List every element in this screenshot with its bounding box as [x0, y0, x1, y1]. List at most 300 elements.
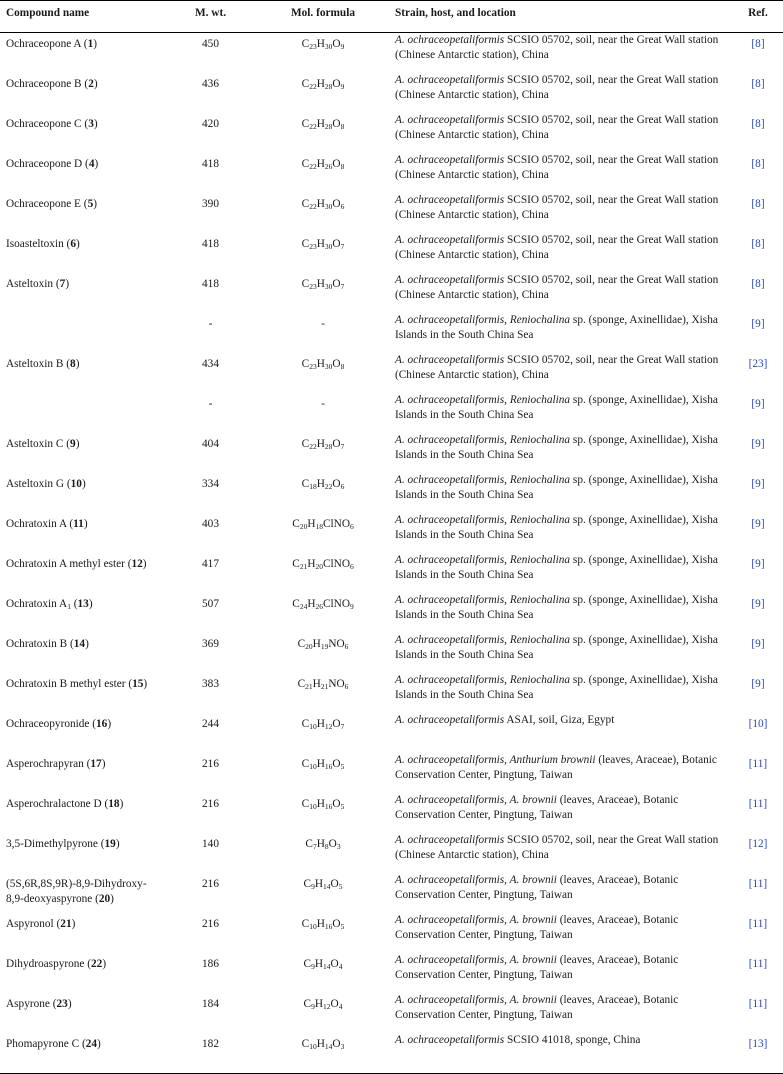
table-row: [0, 393, 783, 433]
compound-name: Aspyronol: [6, 918, 54, 930]
compound-name: 3,5-Dimethylpyrone: [6, 838, 98, 850]
compound-number: 8: [70, 358, 76, 370]
table-row: [0, 873, 783, 913]
formula-element: H: [312, 678, 321, 690]
formula-subscript: 7: [340, 722, 345, 731]
molecular-weight: 417: [202, 558, 219, 570]
formula-subscript: 20: [315, 562, 323, 571]
formula-subscript: 5: [338, 882, 343, 891]
reference-link[interactable]: [11]: [748, 918, 768, 930]
compound-name: (5S,6R,8S,9R)-8,9-Dihydroxy-8,9-deoxyaspyrone: [6, 878, 147, 905]
header-mw: M. wt.: [194, 7, 227, 19]
strain-species: A. ochraceopetaliformis,: [395, 554, 510, 566]
compound-name-cell: Ochraceopone C (3): [6, 118, 98, 130]
reference-link[interactable]: [9]: [751, 598, 765, 610]
molecular-formula: [255, 833, 389, 873]
formula-subscript: 21: [320, 682, 329, 691]
formula-subscript: 26: [315, 602, 323, 611]
formula-subscript: 22: [309, 122, 317, 131]
compound-name: Ochratoxin A: [6, 598, 68, 610]
formula-subscript: 23: [309, 282, 317, 291]
formula-element: ClNO: [322, 598, 350, 610]
compound-name-cell: Asteltoxin B (8): [6, 358, 80, 370]
compound-number: 19: [104, 838, 116, 850]
formula-element: O: [330, 998, 339, 1010]
compound-name: Isoasteltoxin: [6, 238, 64, 250]
compound-name: Ochratoxin A: [6, 518, 67, 530]
compound-name-cell: Asteltoxin C (9): [6, 438, 80, 450]
molecular-formula: [255, 33, 389, 74]
compound-name-cell: [0, 313, 164, 353]
formula-subscript: 16: [324, 922, 333, 931]
formula-subscript: 9: [311, 1002, 315, 1011]
formula-subscript: 23: [309, 42, 317, 51]
reference-link[interactable]: [10]: [748, 718, 768, 730]
compound-number: 1: [87, 38, 94, 50]
formula-element: C: [301, 198, 310, 210]
strain-host-location: [389, 793, 731, 833]
compound-number: 18: [108, 798, 120, 810]
compound-name: Ochratoxin A methyl ester: [6, 558, 125, 570]
formula-element: O: [330, 878, 339, 890]
molecular-formula: [255, 633, 389, 673]
molecular-formula: [255, 433, 389, 473]
strain-details: SCSIO 05702, soil, near the Great Wall station (Chinese Antarctic station), China: [395, 114, 719, 141]
formula-subscript: 24: [299, 602, 308, 611]
formula-element: H: [316, 798, 325, 810]
formula-subscript: 30: [324, 42, 333, 51]
formula-element: H: [314, 958, 324, 970]
compound-number: 22: [91, 958, 103, 970]
strain-species: A. ochraceopetaliformis,: [395, 434, 510, 446]
reference-link[interactable]: [12]: [748, 838, 768, 850]
formula-dash: -: [321, 318, 325, 330]
compound-name-cell: (5S,6R,8S,9R)-8,9-Dihydroxy-8,9-deoxyaspyrone (20): [6, 878, 147, 905]
strain-host-location: [389, 913, 731, 953]
compound-number: 9: [70, 438, 76, 450]
formula-subscript: 30: [324, 282, 333, 291]
formula-element: H: [316, 918, 325, 930]
formula-element: C: [301, 478, 310, 490]
formula-subscript: 30: [324, 362, 333, 371]
formula-element: C: [301, 238, 310, 250]
compound-number: 3: [88, 118, 94, 130]
formula-element: C: [301, 1038, 310, 1050]
header-strain: Strain, host, and location: [395, 7, 516, 19]
formula-subscript: 22: [309, 82, 317, 91]
molecular-weight: 186: [202, 958, 219, 970]
reference-link[interactable]: [9]: [751, 678, 765, 690]
host-species: Reniochalina: [509, 514, 571, 526]
reference-link[interactable]: [13]: [748, 1038, 768, 1050]
header-compound-name: Compound name: [6, 7, 90, 19]
strain-species: A. ochraceopetaliformis,: [395, 994, 510, 1006]
compound-name: Ochraceopone E: [6, 198, 81, 210]
reference-link[interactable]: [9]: [751, 558, 765, 570]
formula-dash: -: [321, 398, 325, 410]
molecular-formula: [255, 153, 389, 193]
strain-host-location: [389, 593, 731, 633]
strain-species: A. ochraceopetaliformis: [395, 274, 505, 286]
table-header: [0, 1, 783, 33]
formula-element: C: [301, 758, 310, 770]
formula-subscript: 18: [315, 522, 323, 531]
strain-species: A. ochraceopetaliformis,: [395, 874, 510, 886]
compound-name-cell: Ochratoxin A methyl ester (12): [6, 558, 147, 570]
molecular-weight: 334: [202, 478, 219, 490]
formula-subscript: 3: [340, 1042, 345, 1051]
strain-host-location: [389, 673, 731, 713]
formula-element: H: [307, 518, 316, 530]
molecular-weight: 418: [202, 158, 219, 170]
formula-subscript: 3: [336, 842, 341, 851]
formula-subscript: 21: [305, 682, 313, 691]
strain-host-location: [389, 633, 731, 673]
molecular-weight: 418: [202, 238, 219, 250]
formula-subscript: 14: [323, 962, 331, 971]
strain-details: SCSIO 05702, soil, near the Great Wall station (Chinese Antarctic station), China: [395, 234, 719, 261]
compound-name: Ochraceopone B: [6, 78, 82, 90]
formula-element: C: [301, 918, 310, 930]
molecular-weight: 184: [202, 998, 219, 1010]
molecular-weight: 216: [202, 758, 219, 770]
compound-name-cell: Ochraceopone B (2): [6, 78, 98, 90]
molecular-weight: 383: [202, 678, 219, 690]
compound-number: 11: [73, 518, 84, 530]
strain-species: A. ochraceopetaliformis,: [395, 514, 510, 526]
strain-species: A. ochraceopetaliformis,: [395, 594, 510, 606]
compound-name-cell: Ochratoxin $A_1$ (13): [6, 598, 93, 611]
strain-species: A. ochraceopetaliformis: [395, 714, 505, 726]
reference-link[interactable]: [11]: [748, 798, 768, 810]
reference-link[interactable]: [11]: [748, 758, 768, 770]
strain-details: sp. (sponge, Axinellidae), Xisha Islands in the South China Sea: [395, 474, 718, 501]
formula-subscript: 22: [324, 482, 333, 491]
strain-details: sp. (sponge, Axinellidae), Xisha Islands in the South China Sea: [395, 434, 718, 461]
strain-host-location: [389, 953, 731, 993]
reference-link[interactable]: [8]: [751, 198, 765, 210]
strain-species: A. ochraceopetaliformis: [395, 154, 505, 166]
host-species: Reniochalina: [509, 474, 571, 486]
strain-species: A. ochraceopetaliformis: [395, 74, 505, 86]
formula-element: O: [332, 1038, 341, 1050]
compound-number: 12: [131, 558, 143, 570]
compound-name-cell: Phomapyrone C (24): [6, 1038, 101, 1050]
strain-host-location: [389, 393, 731, 433]
reference-link[interactable]: [8]: [751, 118, 765, 130]
formula-element: C: [303, 958, 312, 970]
formula-element: C: [303, 998, 312, 1010]
table-row: [0, 153, 783, 193]
reference-link[interactable]: [8]: [751, 238, 765, 250]
formula-subscript: 8: [340, 122, 345, 131]
molecular-formula: [255, 73, 389, 113]
formula-element: H: [316, 238, 325, 250]
molecular-formula: [255, 753, 389, 793]
formula-subscript: 9: [340, 42, 345, 51]
formula-element: H: [316, 718, 325, 730]
table-row: [0, 353, 783, 393]
compound-number: 6: [70, 238, 76, 250]
strain-details: SCSIO 05702, soil, near the Great Wall station (Chinese Antarctic station), China: [395, 274, 719, 301]
strain-host-location: [389, 193, 731, 233]
compound-name-cell: Asteltoxin (7): [6, 278, 70, 290]
strain-host-location: [389, 993, 731, 1033]
formula-element: O: [332, 758, 341, 770]
table-row: [0, 673, 783, 713]
strain-host-location: [389, 753, 731, 793]
molecular-weight: -: [208, 398, 213, 410]
compound-number: 13: [77, 598, 89, 610]
formula-element: NO: [328, 678, 345, 690]
strain-species: A. ochraceopetaliformis: [395, 1034, 505, 1046]
formula-subscript: 6: [344, 642, 349, 651]
formula-element: O: [332, 118, 341, 130]
formula-element: C: [292, 598, 300, 610]
strain-details: SCSIO 05702, soil, near the Great Wall station (Chinese Antarctic station), China: [395, 194, 719, 221]
formula-subscript: 9: [311, 882, 315, 891]
compound-name: Asteltoxin: [6, 278, 54, 290]
formula-element: O: [332, 238, 341, 250]
formula-subscript: 30: [324, 202, 333, 211]
formula-element: NO: [328, 638, 345, 650]
reference-link[interactable]: [9]: [751, 398, 765, 410]
formula-subscript: 20: [305, 642, 313, 651]
molecular-formula: [255, 393, 389, 433]
compound-number: 4: [88, 158, 95, 170]
molecular-formula: [255, 713, 389, 753]
formula-subscript: 6: [349, 522, 354, 531]
compound-name-cell: Isoasteltoxin (6): [6, 238, 80, 250]
formula-element: C: [305, 838, 313, 850]
compound-number: 2: [88, 78, 94, 90]
compound-number: 14: [73, 638, 86, 650]
formula-subscript: 5: [340, 762, 345, 771]
compound-number: 16: [96, 718, 108, 730]
host-species: Reniochalina: [509, 434, 571, 446]
formula-element: O: [332, 798, 341, 810]
formula-element: H: [314, 878, 324, 890]
molecular-formula: [255, 233, 389, 273]
formula-subscript: 12: [323, 1002, 331, 1011]
table-row: [0, 713, 783, 753]
molecular-weight: 182: [202, 1038, 219, 1050]
compound-name-cell: Ochraceopyronide (16): [6, 718, 112, 730]
table-row: [0, 793, 783, 833]
host-species: A. brownii: [509, 874, 557, 886]
strain-species: A. ochraceopetaliformis: [395, 354, 505, 366]
formula-element: H: [316, 78, 325, 90]
formula-element: H: [316, 358, 325, 370]
strain-details: SCSIO 05702, soil, near the Great Wall station (Chinese Antarctic station), China: [395, 34, 719, 61]
formula-element: C: [301, 38, 310, 50]
molecular-weight: -: [208, 318, 213, 330]
strain-species: A. ochraceopetaliformis: [395, 234, 505, 246]
table-row: [0, 433, 783, 473]
compound-name: Asteltoxin C: [6, 438, 64, 450]
molecular-weight: 420: [202, 118, 219, 130]
molecular-formula: [255, 193, 389, 233]
compound-name-cell: Aspyronol (21): [6, 918, 76, 930]
formula-subscript: 28: [324, 82, 333, 91]
strain-host-location: [389, 153, 731, 193]
formula-element: C: [297, 638, 306, 650]
formula-element: C: [301, 278, 310, 290]
molecular-formula: [255, 793, 389, 833]
compound-name-cell: [0, 393, 164, 433]
molecular-weight: 507: [202, 598, 219, 610]
molecular-weight: 244: [202, 718, 219, 730]
strain-details: SCSIO 41018, sponge, China: [504, 1034, 641, 1046]
molecular-formula: [255, 993, 389, 1033]
formula-subscript: 8: [340, 162, 345, 171]
strain-species: A. ochraceopetaliformis,: [395, 914, 510, 926]
compound-name: Ochraceopone A: [6, 38, 81, 50]
strain-species: A. ochraceopetaliformis,: [395, 674, 510, 686]
compound-name-cell: 3,5-Dimethylpyrone (19): [6, 838, 120, 850]
host-species: A. brownii: [509, 914, 557, 926]
formula-element: H: [307, 598, 316, 610]
formula-element: C: [301, 718, 310, 730]
compound-name-subscript: 1: [67, 602, 71, 611]
compound-name: Ochraceopone C: [6, 118, 82, 130]
reference-link[interactable]: [8]: [751, 78, 765, 90]
compound-name: Aspyrone: [6, 998, 50, 1010]
compound-name-cell: Asperochrapyran (17): [6, 758, 106, 770]
formula-element: H: [316, 278, 325, 290]
formula-element: O: [332, 358, 341, 370]
compound-number: 24: [85, 1038, 98, 1050]
reference-link[interactable]: [11]: [748, 958, 768, 970]
reference-link[interactable]: [11]: [748, 878, 768, 890]
molecular-weight: 450: [202, 38, 219, 50]
table-row: [0, 553, 783, 593]
molecular-formula: [255, 473, 389, 513]
molecular-weight: 403: [202, 518, 219, 530]
table-row: [0, 273, 783, 313]
compound-name-cell: Ochraceopone A (1): [6, 38, 97, 50]
strain-species: A. ochraceopetaliformis: [395, 114, 505, 126]
reference-link[interactable]: [8]: [751, 278, 765, 290]
formula-element: H: [316, 158, 325, 170]
compound-number: 21: [60, 918, 72, 930]
formula-element: H: [316, 478, 325, 490]
table-row: [0, 473, 783, 513]
molecular-formula: [255, 593, 389, 633]
molecular-weight: 140: [202, 838, 219, 850]
reference-link[interactable]: [23]: [748, 358, 768, 370]
molecular-weight: 216: [202, 918, 219, 930]
reference-link[interactable]: [9]: [751, 638, 765, 650]
molecular-formula: [255, 873, 389, 913]
strain-host-location: [389, 233, 731, 273]
table-row: [0, 593, 783, 633]
formula-subscript: 10: [309, 762, 317, 771]
compound-name: Asperochralactone D: [6, 798, 102, 810]
compound-name: Asperochrapyran: [6, 758, 84, 770]
strain-species: A. ochraceopetaliformis,: [395, 634, 510, 646]
molecular-formula: [255, 113, 389, 153]
header-formula: Mol. formula: [290, 7, 355, 19]
strain-host-location: [389, 33, 731, 74]
formula-subscript: 6: [344, 682, 349, 691]
host-species: A. brownii: [509, 794, 557, 806]
strain-details: (leaves, Araceae), Botanic Conservation Center, Pingtung, Taiwan: [395, 994, 679, 1021]
compound-number: 10: [70, 478, 82, 490]
table-row: [0, 953, 783, 993]
reference-link[interactable]: [9]: [751, 318, 765, 330]
compound-name-cell: Aspyrone (23): [6, 998, 72, 1010]
formula-element: C: [301, 158, 310, 170]
formula-element: C: [301, 118, 310, 130]
molecular-weight: 390: [202, 198, 219, 210]
formula-subscript: 5: [340, 802, 345, 811]
molecular-weight: 434: [202, 358, 219, 370]
formula-subscript: 16: [324, 802, 333, 811]
strain-species: A. ochraceopetaliformis,: [395, 394, 510, 406]
formula-subscript: 5: [340, 922, 345, 931]
formula-subscript: 20: [299, 522, 308, 531]
formula-element: O: [328, 838, 337, 850]
formula-element: O: [332, 718, 341, 730]
compound-name: Asteltoxin G: [6, 478, 65, 490]
compound-name: Asteltoxin B: [6, 358, 64, 370]
molecular-weight: 436: [202, 78, 219, 90]
reference-link[interactable]: [9]: [751, 438, 765, 450]
compound-number: 17: [90, 758, 102, 770]
compound-name-cell: Dihydroaspyrone (22): [6, 958, 107, 970]
formula-subscript: 22: [309, 162, 317, 171]
host-species: Reniochalina: [509, 674, 571, 686]
table-row: [0, 833, 783, 873]
table-row: [0, 33, 783, 74]
formula-element: H: [316, 118, 325, 130]
formula-subscript: 23: [309, 362, 317, 371]
reference-link[interactable]: [9]: [751, 478, 765, 490]
host-species: Reniochalina: [509, 594, 571, 606]
table-row: [0, 113, 783, 153]
formula-subscript: 4: [338, 1002, 343, 1011]
header-ref: Ref.: [748, 7, 768, 19]
reference-link[interactable]: [11]: [748, 998, 768, 1010]
strain-host-location: [389, 873, 731, 913]
reference-link[interactable]: [8]: [751, 38, 765, 50]
strain-details: ASAI, soil, Giza, Egypt: [504, 714, 615, 726]
strain-host-location: [389, 713, 731, 753]
table-row: [0, 313, 783, 353]
table-body: [0, 33, 783, 1074]
formula-subscript: 10: [309, 802, 317, 811]
molecular-formula: [255, 553, 389, 593]
strain-details: sp. (sponge, Axinellidae), Xisha Islands in the South China Sea: [395, 394, 718, 421]
formula-subscript: 19: [320, 642, 329, 651]
compound-number: 23: [56, 998, 68, 1010]
reference-link[interactable]: [9]: [751, 518, 765, 530]
table-row: [0, 513, 783, 553]
formula-subscript: 10: [309, 1042, 317, 1051]
formula-subscript: 4: [338, 962, 343, 971]
compound-name-cell: Asperochralactone D (18): [6, 798, 124, 810]
formula-element: C: [303, 878, 312, 890]
strain-species: A. ochraceopetaliformis,: [395, 314, 510, 326]
reference-link[interactable]: [8]: [751, 158, 765, 170]
strain-species: A. ochraceopetaliformis: [395, 34, 505, 46]
molecular-formula: [255, 513, 389, 553]
molecular-weight: 216: [202, 878, 219, 890]
table-row: [0, 233, 783, 273]
strain-details: sp. (sponge, Axinellidae), Xisha Islands in the South China Sea: [395, 634, 718, 661]
formula-subscript: 6: [340, 202, 345, 211]
